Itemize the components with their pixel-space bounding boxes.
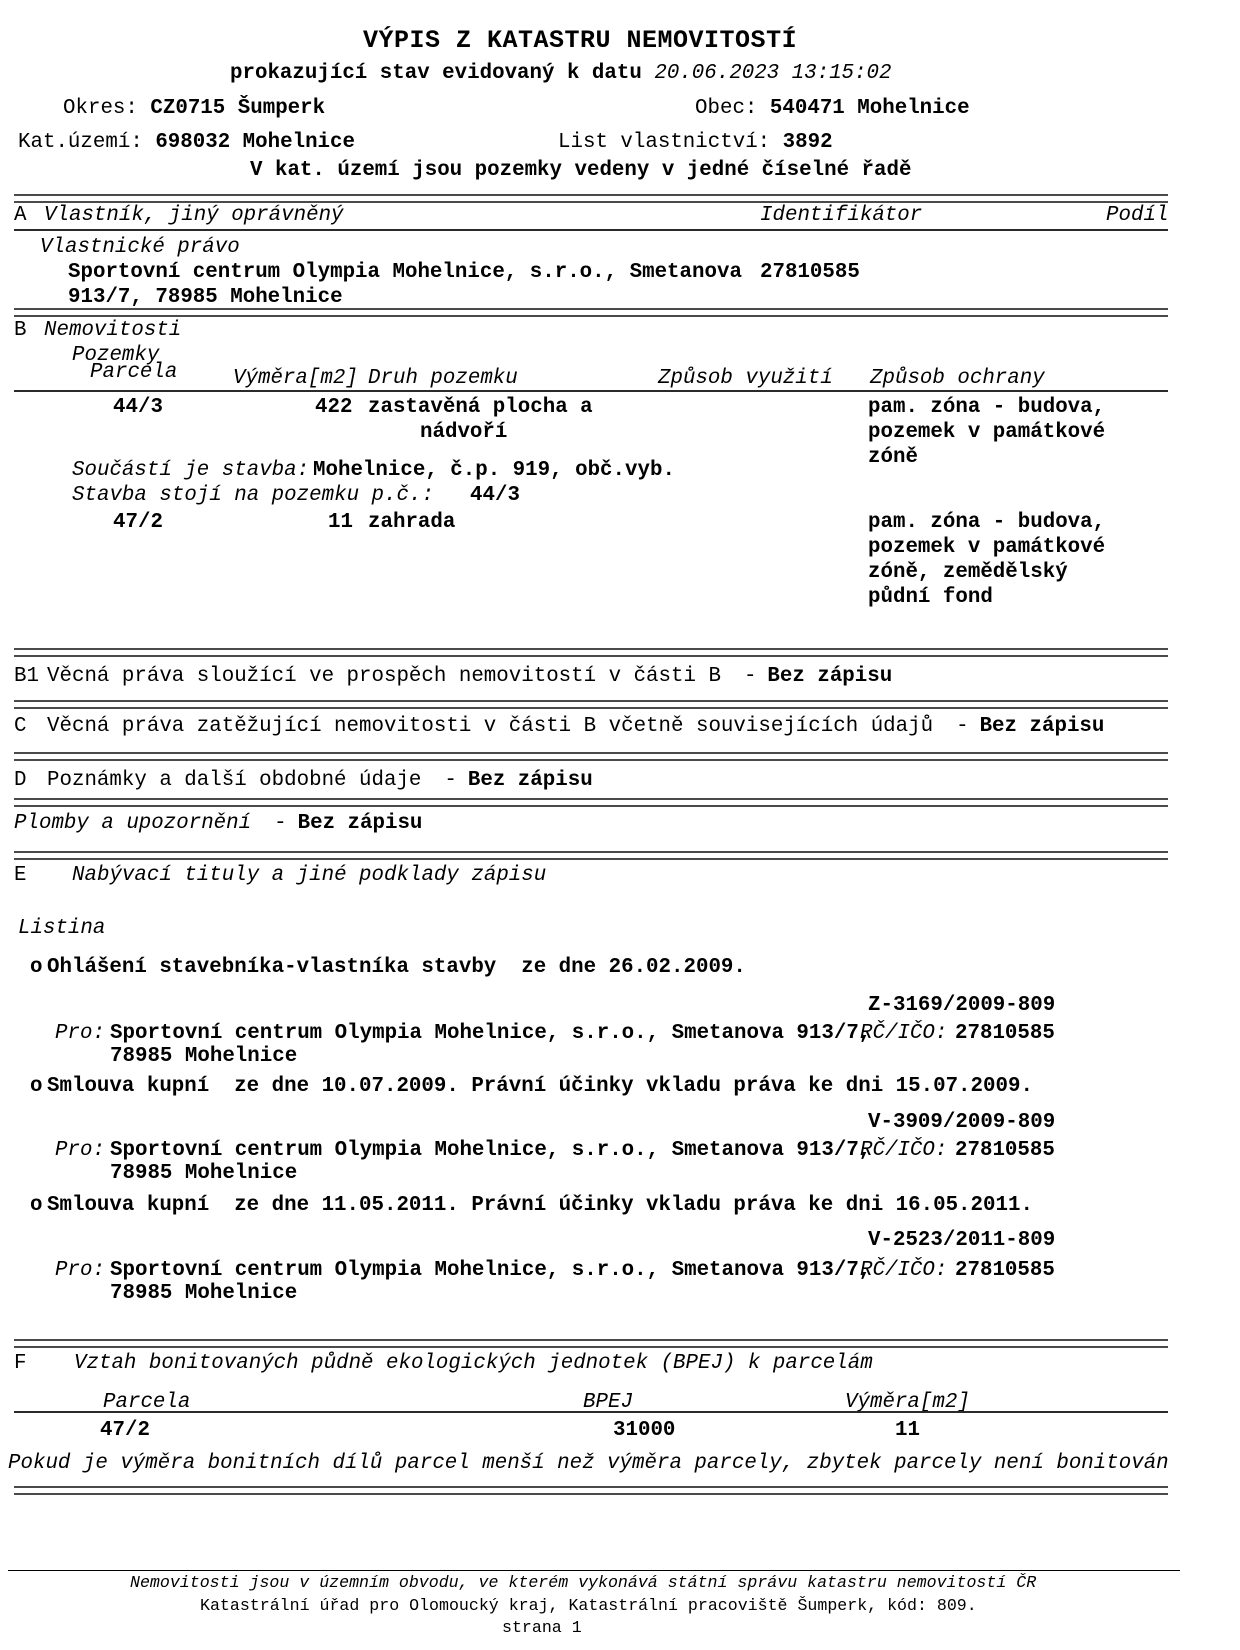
section-d-value: Bez zápisu — [467, 769, 593, 792]
parcel-area: 422 — [315, 396, 353, 419]
okres-field — [63, 98, 325, 120]
column-parcela: Parcela — [103, 1391, 191, 1414]
section-a-title: Vlastník, jiný oprávněný — [44, 204, 344, 227]
footer-page-number: strana 1 — [502, 1618, 582, 1637]
stavba-label: Stavba stojí na pozemku p.č.: — [72, 484, 434, 507]
parcel-protection-line: zóně — [868, 446, 918, 469]
column-zpusob-ochrany: Způsob ochrany — [870, 367, 1045, 390]
list-vlastnictvi-value: 3892 — [782, 131, 833, 154]
divider-double — [14, 752, 1168, 761]
section-b1-title: Věcná práva sloužící ve prospěch nemovitostí v části B — [47, 665, 721, 688]
bpej-note: Pokud je výměra bonitních dílů parcel menší než výměra parcely, zbytek parcely není bonitován — [8, 1452, 1169, 1475]
soucasti-label: Součástí je stavba: — [72, 459, 310, 482]
kat-uzemi-value: 698032 Mohelnice — [155, 131, 355, 154]
deed-reference: V-3909/2009-809 — [868, 1111, 1056, 1134]
section-c-line — [47, 716, 1104, 738]
obec-value: 540471 Mohelnice — [769, 97, 970, 120]
rc-ico-label: RČ/IČO: — [860, 1022, 948, 1045]
owner-identifier: 27810585 — [760, 261, 860, 284]
footer-rule — [8, 1570, 1180, 1571]
dash-separator: - — [444, 769, 457, 792]
list-bullet: o — [30, 1075, 43, 1098]
header-note: V kat. území jsou pozemky vedeny v jedné číselné řadě — [250, 159, 912, 182]
footer-line1: Nemovitosti jsou v územním obvodu, ve kterém vykonává státní správu katastru nemovitostí ČR — [130, 1573, 1037, 1592]
obec-field — [695, 98, 970, 120]
dash-separator: - — [274, 812, 287, 835]
divider-single — [14, 1411, 1168, 1413]
pro-value-line2: 78985 Mohelnice — [110, 1045, 298, 1068]
section-b1-value: Bez zápisu — [767, 665, 893, 688]
dash-separator: - — [956, 715, 969, 738]
okres-label: Okres: — [63, 97, 138, 120]
column-vymera: Výměra[m2] — [233, 367, 358, 390]
deed-text: Smlouva kupní ze dne 10.07.2009. Právní účinky vkladu práva ke dni 15.07.2009. — [47, 1075, 1033, 1098]
document-title: VÝPIS Z KATASTRU NEMOVITOSTÍ — [363, 26, 798, 55]
divider-double — [14, 1486, 1168, 1495]
section-d-title: Poznámky a další obdobné údaje — [47, 769, 422, 792]
ownership-type: Vlastnické právo — [40, 236, 240, 259]
divider-double — [14, 851, 1168, 860]
parcel-protection-line: pozemek v památkové — [868, 421, 1106, 444]
divider-double — [14, 700, 1168, 709]
parcel-protection-line: pam. zóna - budova, — [868, 396, 1106, 419]
column-bpej: BPEJ — [583, 1391, 633, 1414]
pro-label: Pro: — [55, 1022, 105, 1045]
deed-reference: V-2523/2011-809 — [868, 1229, 1056, 1252]
section-f-title: Vztah bonitovaných půdně ekologických jednotek (BPEJ) k parcelám — [74, 1352, 873, 1375]
rc-ico-label: RČ/IČO: — [860, 1139, 948, 1162]
list-bullet: o — [30, 1194, 43, 1217]
list-vlastnictvi-field — [558, 132, 833, 154]
section-f-letter: F — [14, 1352, 27, 1375]
pro-label: Pro: — [55, 1139, 105, 1162]
dash-separator: - — [743, 665, 757, 688]
deed-reference: Z-3169/2009-809 — [868, 994, 1056, 1017]
pro-value: Sportovní centrum Olympia Mohelnice, s.r.o., Smetanova 913/7, — [110, 1022, 872, 1045]
obec-label: Obec: — [695, 97, 758, 120]
pro-value: Sportovní centrum Olympia Mohelnice, s.r.o., Smetanova 913/7, — [110, 1139, 872, 1162]
okres-value: CZ0715 Šumperk — [150, 97, 326, 120]
bpej-area: 11 — [895, 1419, 920, 1442]
plomby-value: Bez zápisu — [297, 812, 423, 835]
subtitle-label: prokazující stav evidovaný k datu — [230, 62, 642, 85]
section-a-letter: A — [14, 204, 27, 227]
parcel-type-line2: nádvoří — [420, 421, 508, 444]
list-bullet: o — [30, 956, 43, 979]
divider-double — [14, 798, 1168, 807]
parcel-number: 44/3 — [113, 396, 163, 419]
parcel-protection-line: zóně, zemědělský — [868, 561, 1068, 584]
bpej-parcel: 47/2 — [100, 1419, 150, 1442]
divider-double — [14, 194, 1168, 203]
rc-ico-value: 27810585 — [955, 1139, 1055, 1162]
section-e-letter: E — [14, 864, 27, 887]
listina-label: Listina — [18, 917, 106, 940]
subtitle-datetime: 20.06.2023 13:15:02 — [654, 62, 892, 85]
deed-text: Ohlášení stavebníka-vlastníka stavby ze dne 26.02.2009. — [47, 956, 746, 979]
section-b-letter: B — [14, 319, 27, 342]
column-identifikator: Identifikátor — [760, 204, 923, 227]
stavba-value: 44/3 — [470, 484, 520, 507]
divider-double — [14, 648, 1168, 657]
divider-single — [14, 229, 1168, 231]
section-c-title: Věcná práva zatěžující nemovitosti v části B včetně souvisejících údajů — [47, 715, 934, 738]
column-vymera: Výměra[m2] — [845, 1391, 970, 1414]
pro-value-line2: 78985 Mohelnice — [110, 1282, 298, 1305]
plomby-line — [14, 813, 422, 835]
parcel-area: 11 — [328, 511, 353, 534]
soucasti-value: Mohelnice, č.p. 919, obč.vyb. — [313, 459, 675, 482]
deed-text: Smlouva kupní ze dne 11.05.2011. Právní účinky vkladu práva ke dni 16.05.2011. — [47, 1194, 1033, 1217]
section-c-letter: C — [14, 715, 27, 738]
section-b-subtitle: Pozemky — [72, 344, 160, 367]
section-e-title: Nabývací tituly a jiné podklady zápisu — [72, 864, 547, 887]
section-b1-letter: B1 — [14, 665, 39, 688]
section-d-line — [47, 770, 593, 792]
pro-label: Pro: — [55, 1259, 105, 1282]
pro-value: Sportovní centrum Olympia Mohelnice, s.r.o., Smetanova 913/7, — [110, 1259, 872, 1282]
parcel-protection-line: pozemek v památkové — [868, 536, 1106, 559]
section-b-title: Nemovitosti — [44, 319, 182, 342]
pro-value-line2: 78985 Mohelnice — [110, 1162, 298, 1185]
column-druh-pozemku: Druh pozemku — [368, 367, 518, 390]
parcel-type-line1: zahrada — [368, 511, 456, 534]
plomby-title: Plomby a upozornění — [14, 812, 252, 835]
divider-double — [14, 308, 1168, 317]
column-zpusob-vyuziti: Způsob využití — [658, 367, 833, 390]
list-vlastnictvi-label: List vlastnictví: — [558, 131, 771, 154]
rc-ico-value: 27810585 — [955, 1022, 1055, 1045]
parcel-type-line1: zastavěná plocha a — [368, 396, 593, 419]
parcel-protection-line: pam. zóna - budova, — [868, 511, 1106, 534]
section-d-letter: D — [14, 769, 27, 792]
footer-line2: Katastrální úřad pro Olomoucký kraj, Katastrální pracoviště Šumperk, kód: 809. — [200, 1596, 977, 1615]
parcel-protection-line: půdní fond — [868, 586, 993, 609]
column-podil: Podíl — [1106, 204, 1169, 227]
kat-uzemi-label: Kat.území: — [18, 131, 143, 154]
parcel-number: 47/2 — [113, 511, 163, 534]
divider-single — [14, 390, 1168, 392]
column-parcela: Parcela — [90, 361, 178, 384]
rc-ico-label: RČ/IČO: — [860, 1259, 948, 1282]
document-subtitle — [230, 63, 891, 85]
kat-uzemi-field — [18, 132, 355, 154]
owner-name-line2: 913/7, 78985 Mohelnice — [68, 286, 343, 309]
bpej-code: 31000 — [613, 1419, 676, 1442]
divider-double — [14, 1339, 1168, 1348]
owner-name-line1: Sportovní centrum Olympia Mohelnice, s.r.o., Smetanova — [68, 261, 742, 284]
rc-ico-value: 27810585 — [955, 1259, 1055, 1282]
section-b1-line — [47, 666, 892, 688]
section-c-value: Bez zápisu — [979, 715, 1105, 738]
